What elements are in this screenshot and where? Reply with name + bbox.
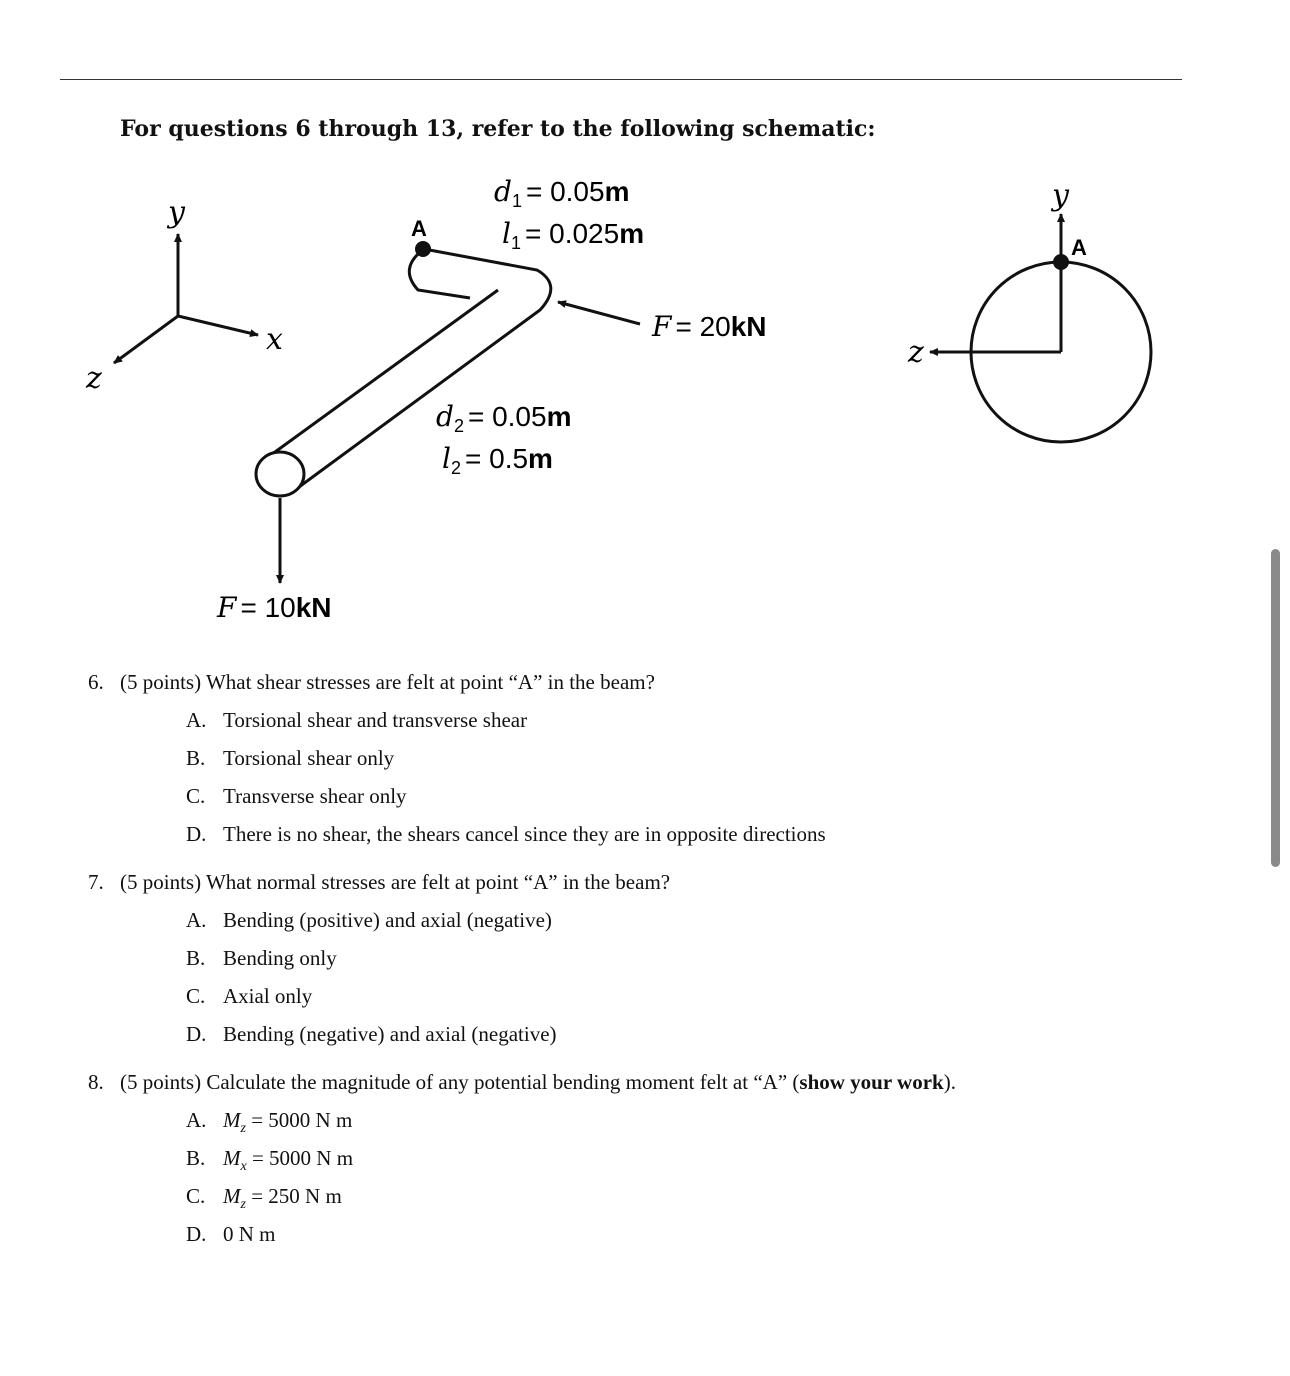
beam-schematic (0, 0, 1290, 660)
question-number: 6. (88, 670, 104, 694)
vertical-scrollbar[interactable] (1271, 549, 1280, 867)
beam-end-section (256, 452, 304, 496)
axis-y-label: y (168, 195, 185, 230)
point-a-dot (415, 241, 431, 257)
question-8: 8. (5 points) Calculate the magnitude of any potential bending moment felt at “A” (show your work). (88, 1070, 956, 1094)
question-7 (88, 870, 670, 895)
l2-label: $l_2 = 0.5m$ (442, 442, 553, 478)
cross-y-label: y (1052, 178, 1069, 213)
q7-option-b: B. Bending only (186, 946, 337, 970)
axis-triad (114, 234, 258, 363)
intro-text: For questions 6 through 13, refer to the following schematic: (120, 116, 876, 142)
question-number: 7. (88, 870, 104, 894)
q6-option-c: C. Transverse shear only (186, 784, 407, 808)
q8-option-c: C. $M_z = 250$ N m (186, 1184, 342, 1213)
force-side-arrow (558, 302, 640, 324)
d2-label: $d_2 = 0.05m$ (436, 400, 572, 436)
z-axis-arrow (114, 316, 178, 363)
force-down-label: F = 10kN (217, 591, 332, 624)
cross-point-a-dot (1053, 254, 1069, 270)
x-axis-arrow (178, 316, 258, 335)
axis-z-label: z (86, 361, 102, 396)
question-text: (5 points) What shear stresses are felt at point “A” in the beam? (120, 670, 655, 694)
axis-x-label: x (266, 322, 283, 357)
q6-option-b: B. Torsional shear only (186, 746, 395, 770)
cross-z-label: z (908, 335, 924, 370)
cross-section (930, 214, 1151, 442)
q7-option-a: A. Bending (positive) and axial (negative) (186, 908, 552, 932)
question-6 (88, 670, 655, 695)
q8-option-a: A. $M_z = 5000$ N m (186, 1108, 353, 1137)
d1-label: $d_1 = 0.05m$ (494, 175, 630, 211)
question-number: 8. (88, 1070, 104, 1094)
question-emphasis: show your work (799, 1070, 944, 1094)
question-text: (5 points) Calculate the magnitude of any potential bending moment felt at “A” ( (120, 1070, 800, 1094)
point-a-label: A (411, 216, 427, 241)
force-side-label: F = 20kN (652, 310, 767, 343)
q6-option-d: D. There is no shear, the shears cancel since they are in opposite directions (186, 822, 826, 846)
q8-option-d: D. 0 N m (186, 1222, 276, 1246)
q6-option-a: A. Torsional shear and transverse shear (186, 708, 528, 732)
l1-label: $l_1 = 0.025m$ (502, 217, 645, 253)
q7-option-c: C. Axial only (186, 984, 313, 1008)
cross-point-a-label: A (1071, 235, 1087, 260)
q7-option-d: D. Bending (negative) and axial (negative) (186, 1022, 557, 1046)
question-text: (5 points) What normal stresses are felt at point “A” in the beam? (120, 870, 671, 894)
q8-option-b: B. $M_x = 5000$ N m (186, 1146, 354, 1175)
